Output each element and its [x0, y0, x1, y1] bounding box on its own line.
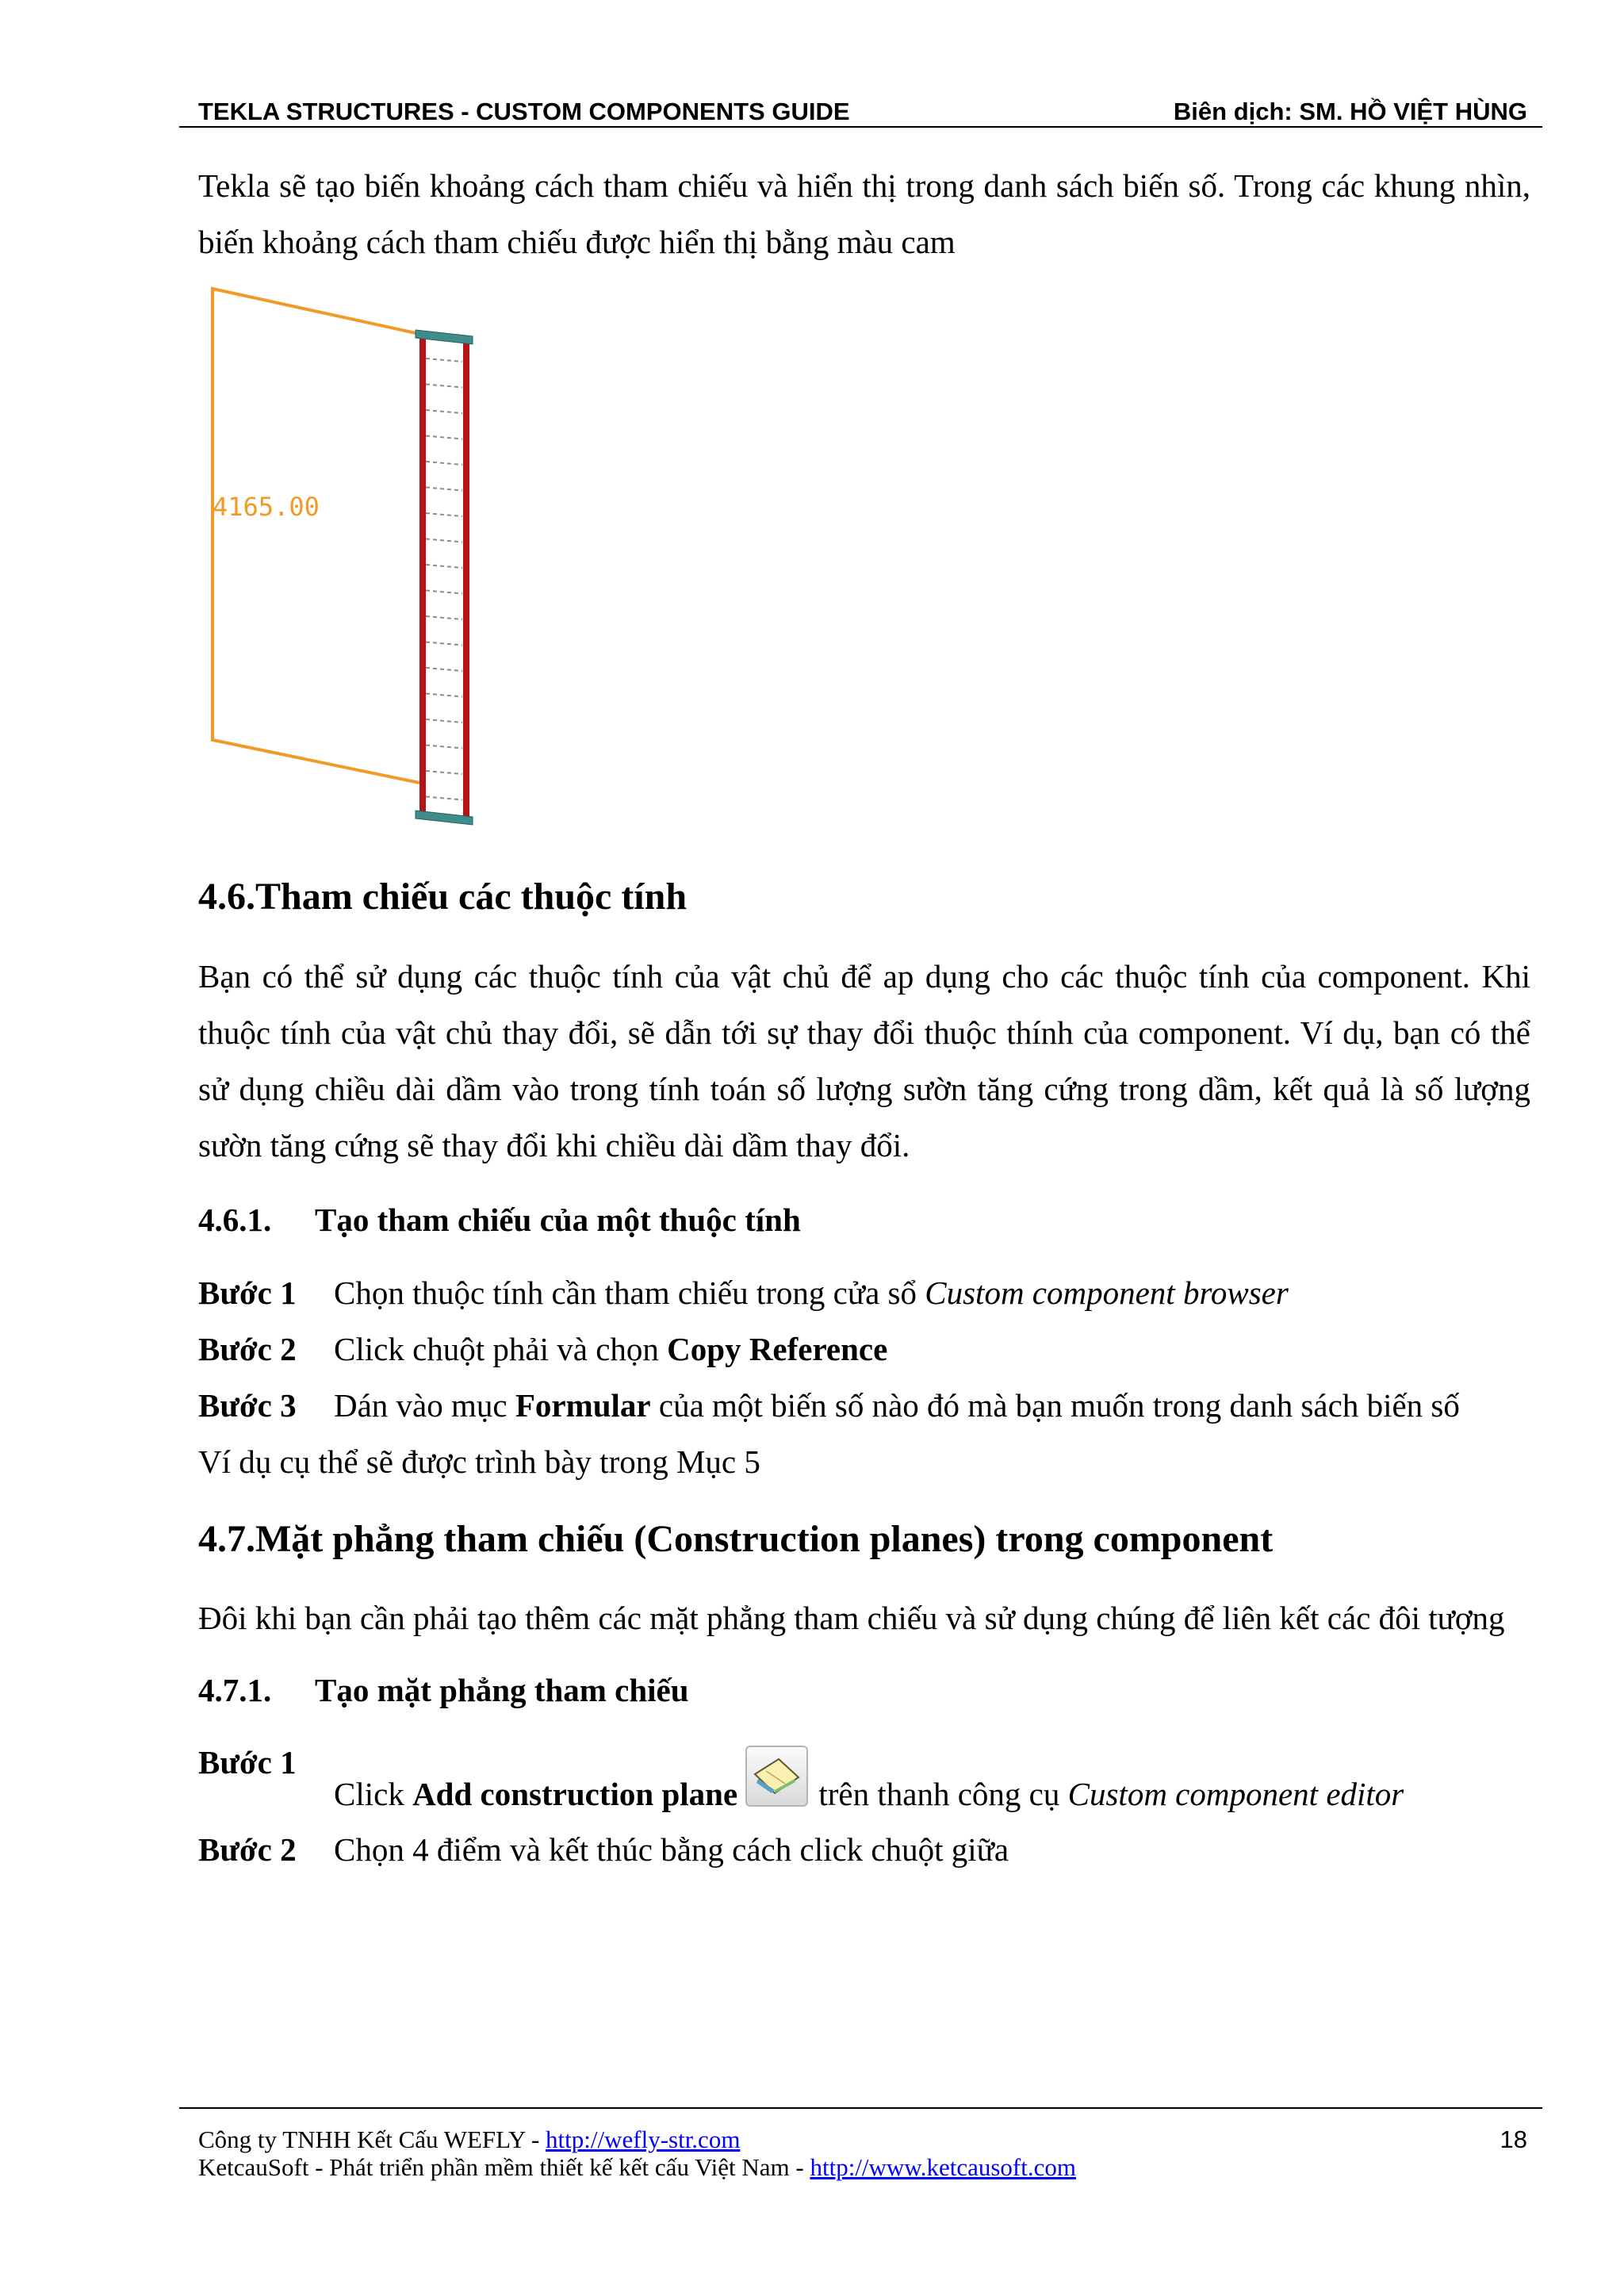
step-italic-text: Custom component browser	[925, 1274, 1289, 1311]
step-bold-text: Add construction plane	[412, 1776, 738, 1812]
stiffener-line	[426, 591, 462, 594]
subsection-number: 4.6.1.	[198, 1202, 272, 1238]
step-label: Bước 3	[198, 1387, 297, 1424]
subsection-title: Tạo tham chiếu của một thuộc tính	[315, 1202, 801, 1238]
section-heading-4-7	[198, 1517, 1273, 1562]
step-text-after: trên thanh công cụ	[810, 1776, 1068, 1812]
header-rule	[179, 126, 1542, 128]
step-text: Dán vào mục	[334, 1387, 515, 1424]
reference-distance-label: 4165.00	[213, 492, 320, 522]
add-construction-plane-icon	[745, 1746, 808, 1807]
subsection-heading-4-7-1	[198, 1662, 689, 1719]
footer-software-text: KetcauSoft - Phát triển phần mềm thiết kế kết cấu Việt Nam -	[198, 2153, 810, 2181]
step-italic-text: Custom component editor	[1067, 1776, 1404, 1812]
footer	[198, 2125, 1076, 2181]
stiffener-line	[426, 462, 462, 465]
step-label: Bước 1	[198, 1274, 297, 1311]
software-website-link[interactable]: http://www.ketcausoft.com	[810, 2153, 1076, 2181]
stiffener-line	[426, 771, 462, 774]
reference-distance-figure	[198, 278, 500, 849]
stiffener-line	[426, 719, 462, 723]
step-text: Click chuột phải và chọn	[334, 1331, 668, 1367]
section-4-6-body: Bạn có thể sử dụng các thuộc tính của vật chủ để ap dụng cho các thuộc tính của component. Khi thuộc tính của vật chủ thay đổi, sẽ dẫn tới sự thay đổi thuộc thính của component. Ví dụ, bạn có thể sử dụng chiều dài dầm vào trong tính toán số lượng sườn tăng cứng trong dầm, kết quả là số lượng sườn tăng cứng sẽ thay đổi khi chiều dài dầm thay đổi.	[198, 958, 1530, 1163]
section-heading-4-6	[198, 875, 687, 919]
document-title: TEKLA STRUCTURES - CUSTOM COMPONENTS GUIDE	[198, 98, 850, 125]
reference-distance-outline	[213, 289, 419, 783]
step-1	[198, 1265, 1289, 1321]
page-number: 18	[1500, 2125, 1527, 2153]
stiffener-line	[426, 488, 462, 491]
step-text-after: của một biến số nào đó mà bạn muốn trong danh sách biến số	[650, 1387, 1460, 1424]
step-label: Bước 1	[198, 1744, 297, 1780]
footer-rule	[179, 2107, 1542, 2109]
example-note: Ví dụ cụ thể sẽ được trình bày trong Mục 5	[198, 1443, 760, 1480]
step-text: Chọn thuộc tính cần tham chiếu trong cửa sổ	[334, 1274, 925, 1311]
step-3	[198, 1378, 1460, 1434]
stiffener-line	[426, 410, 462, 413]
footer-software-line	[198, 2153, 1076, 2181]
stiffener-line	[426, 436, 462, 439]
subsection-title: Tạo mặt phẳng tham chiếu	[315, 1672, 689, 1708]
stiffener-line	[426, 694, 462, 697]
intro-paragraph: Tekla sẽ tạo biến khoảng cách tham chiếu và hiển thị trong danh sách biến số. Trong các khung nhìn, biến khoảng cách tham chiếu được hiển thị bằng màu cam	[198, 167, 1530, 260]
stiffener-line	[426, 642, 462, 646]
step-text: Chọn 4 điểm và kết thúc bằng cách click chuột giữa	[334, 1831, 1009, 1868]
subsection-heading-4-6-1	[198, 1192, 801, 1248]
stiffener-line	[426, 513, 462, 516]
step-label: Bước 2	[198, 1331, 297, 1367]
footer-company-line	[198, 2125, 1076, 2153]
subsection-number: 4.7.1.	[198, 1672, 272, 1708]
step-2	[198, 1321, 887, 1378]
stiffener-line	[426, 565, 462, 568]
stiffener-line	[426, 668, 462, 671]
section-title: Mặt phẳng tham chiếu (Construction planes) trong component	[255, 1518, 1274, 1560]
stiffener-line	[426, 385, 462, 388]
section-title: Tham chiếu các thuộc tính	[255, 876, 688, 918]
translator-credit: Biên dịch: SM. HỒ VIỆT HÙNG	[1173, 98, 1527, 125]
step-2	[198, 1822, 1009, 1878]
step-bold-text: Formular	[515, 1387, 651, 1424]
section-number: 4.6.	[198, 876, 255, 918]
footer-company-text: Công ty TNHH Kết Cấu WEFLY -	[198, 2125, 546, 2153]
section-4-7-body: Đôi khi bạn cần phải tạo thêm các mặt phẳng tham chiếu và sử dụng chúng để liên kết các đôi tượng	[198, 1600, 1505, 1636]
page-header	[198, 98, 1527, 126]
stiffener-line	[426, 746, 462, 749]
company-website-link[interactable]: http://wefly-str.com	[546, 2125, 741, 2153]
stiffener-line	[426, 358, 462, 362]
step-text: Click	[334, 1776, 413, 1812]
step-label: Bước 2	[198, 1831, 297, 1868]
stiffener-line	[426, 616, 462, 619]
stiffener-line	[426, 539, 462, 542]
stiffener-line	[426, 797, 462, 800]
step-bold-text: Copy Reference	[667, 1331, 888, 1367]
beam-stiffeners	[426, 358, 462, 800]
section-number: 4.7.	[198, 1518, 255, 1560]
